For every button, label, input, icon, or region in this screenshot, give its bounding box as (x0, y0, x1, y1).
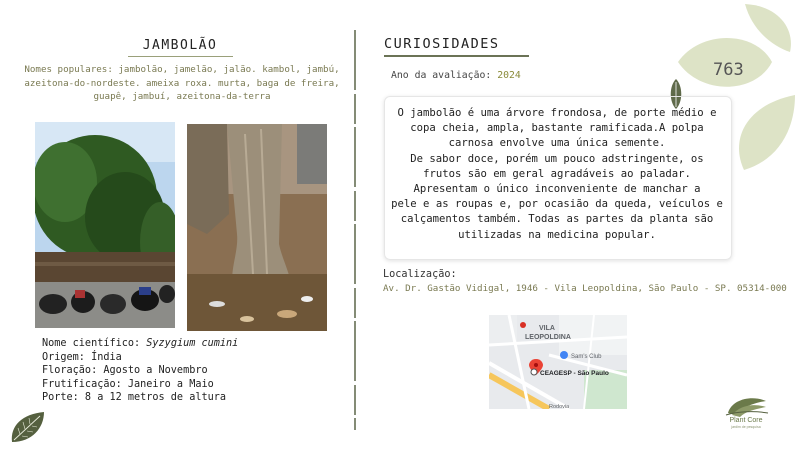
scientific-name-label: Nome científico: (42, 338, 141, 349)
corner-leaf-icon (8, 408, 48, 446)
map-road-label: Rodovia (549, 404, 570, 409)
fruiting-row: Frutificação: Janeiro a Maio (42, 378, 214, 390)
location-address: Av. Dr. Gastão Vidigal, 1946 - Vila Leopoldina, São Paulo - SP. 05314-000 (383, 283, 787, 294)
year-label: Ano da avaliação: (391, 70, 492, 81)
desc-line: frutos são em geral agradáveis ao paladar. (423, 167, 691, 180)
location-map[interactable] (489, 315, 627, 409)
tree-photo (35, 122, 175, 328)
plant-info (42, 337, 238, 405)
popular-names: Nomes populares: jambolão, jamelão, jalão. kambol, jambú, azeitona-do-nordeste. ameixa roxa. murta, baga de freira, guapê, jambuí, azeitona-da-terra (24, 64, 340, 102)
logo-tagline: jardim de pesquisa (731, 425, 761, 429)
plant-title: JAMBOLÃO (142, 38, 218, 53)
map-district-label-1: VILA (539, 325, 555, 332)
logo-name: Plant Core (729, 417, 763, 424)
record-number: 763 (713, 60, 744, 80)
title-underline (128, 56, 233, 57)
map-district-label-2: LEOPOLDINA (525, 334, 571, 341)
map-store-label: Sam's Club (571, 354, 602, 360)
curiosities-underline (384, 55, 529, 57)
desc-line: carnosa envolve uma única semente. (448, 137, 666, 150)
trunk-photo (187, 124, 327, 331)
desc-line: De sabor doce, porém um pouco adstringente, os (410, 152, 704, 165)
desc-line: calçamentos também. Todas as partes da planta são (400, 213, 714, 226)
desc-line: O jambolão é uma árvore frondosa, de porte médio e (397, 107, 717, 119)
origin-row: Origem: Índia (42, 351, 122, 363)
desc-line: pele e as roupas e, por ocasião da queda, veículos e (391, 198, 723, 211)
scientific-name-value: Syzygium cumini (146, 338, 239, 349)
scientific-name-row (42, 337, 238, 351)
map-place-label: CEAGESP - São Paulo (540, 370, 609, 377)
evaluation-year (391, 70, 521, 81)
desc-line: utilizadas na medicina popular. (458, 228, 656, 241)
location-label: Localização: (383, 269, 457, 280)
flowering-row: Floração: Agosto a Novembro (42, 365, 208, 376)
size-row: Porte: 8 a 12 metros de altura (42, 392, 227, 403)
desc-line: Apresentam o único inconveniente de manchar a (413, 183, 701, 196)
column-divider (354, 30, 356, 430)
desc-line: copa cheia, ampla, bastante ramificada.A polpa (410, 122, 704, 135)
curiosities-text (386, 106, 728, 243)
year-value: 2024 (497, 70, 521, 81)
curiosities-heading: CURIOSIDADES (384, 36, 500, 52)
